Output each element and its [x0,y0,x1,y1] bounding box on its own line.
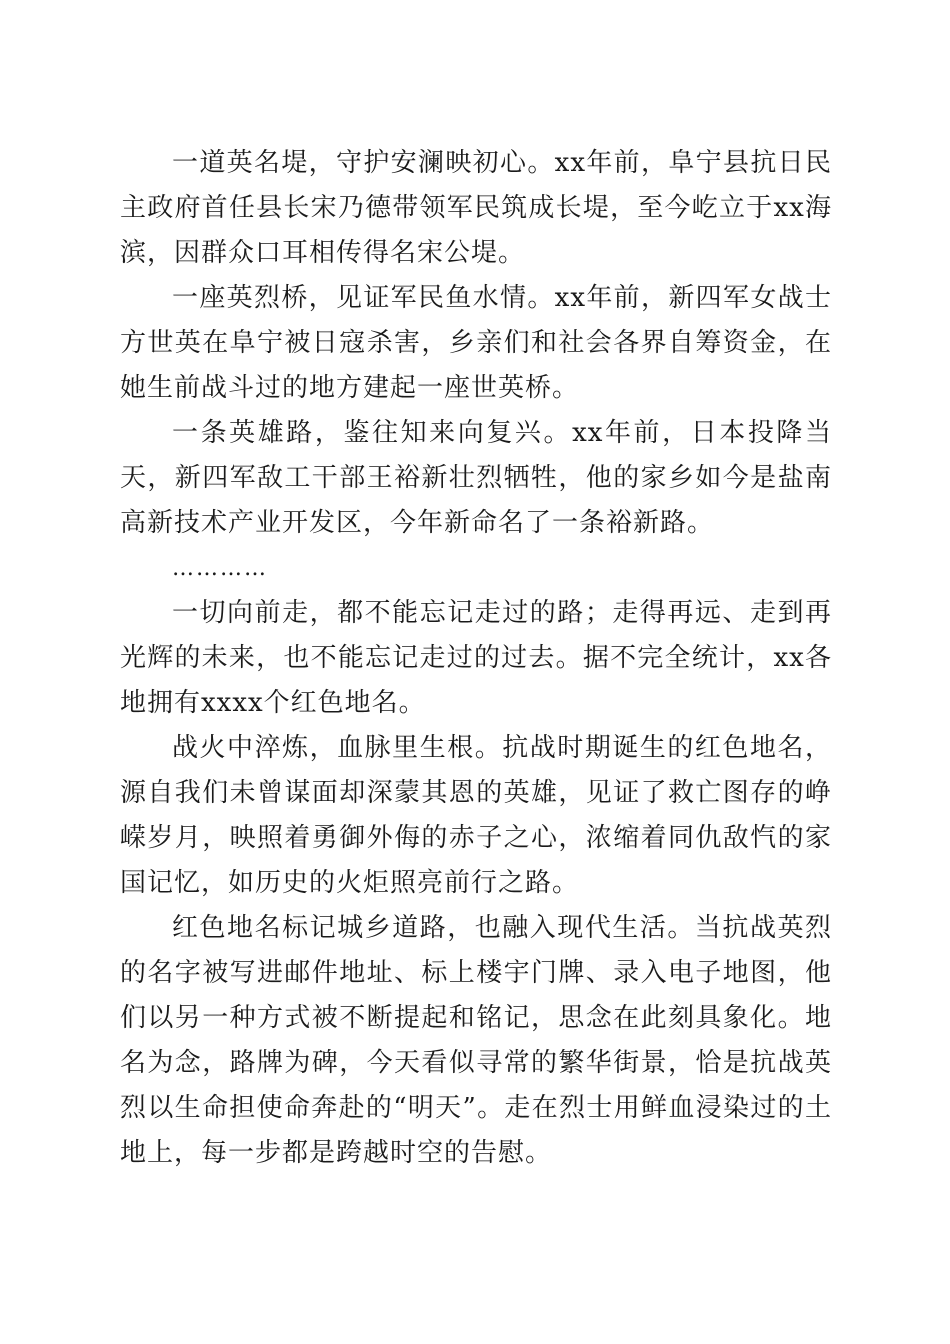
paragraph-war-origins: 战火中淬炼，血脉里生根。抗战时期诞生的红色地名，源自我们未曾谋面却深蒙其恩的英雄，见证了救亡图存的峥嵘岁月，映照着勇御外侮的赤子之心，浓缩着同仇敌忾的家国记忆，如历史的火炬照亮前行之路。 [120,733,832,898]
paragraph-modern-life: 红色地名标记城乡道路，也融入现代生活。当抗战英烈的名字被写进邮件地址、标上楼宇门牌、录入电子地图，他们以另一种方式被不断提起和铭记，思念在此刻具象化。地名为念，路牌为碑，今天看似寻常的繁华街景，恰是抗战英烈以生命担使命奔赴的“明天”。走在烈士用鲜血浸染过的土地上，每一步都是跨越时空的告慰。 [120,913,832,1168]
ellipsis-separator: ………… [172,556,268,581]
paragraph-yu-xin-lu: 一条英雄路，鉴往知来向复兴。xx年前，日本投降当天，新四军敌工干部王裕新壮烈牺牲，他的家乡如今是盐南高新技术产业开发区，今年新命名了一条裕新路。 [120,418,832,538]
document-body [120,141,832,1176]
paragraph-song-gong-di: 一道英名堤，守护安澜映初心。xx年前，阜宁县抗日民主政府首任县长宋乃德带领军民筑成长堤，至今屹立于xx海滨，因群众口耳相传得名宋公堤。 [120,148,832,268]
paragraph-red-place-names-count: 一切向前走，都不能忘记走过的路；走得再远、走到再光辉的未来，也不能忘记走过的过去。据不完全统计，xx各地拥有xxxx个红色地名。 [120,598,832,718]
paragraph-shi-ying-qiao: 一座英烈桥，见证军民鱼水情。xx年前，新四军女战士方世英在阜宁被日寇杀害，乡亲们和社会各界自筹资金，在她生前战斗过的地方建起一座世英桥。 [120,283,832,403]
